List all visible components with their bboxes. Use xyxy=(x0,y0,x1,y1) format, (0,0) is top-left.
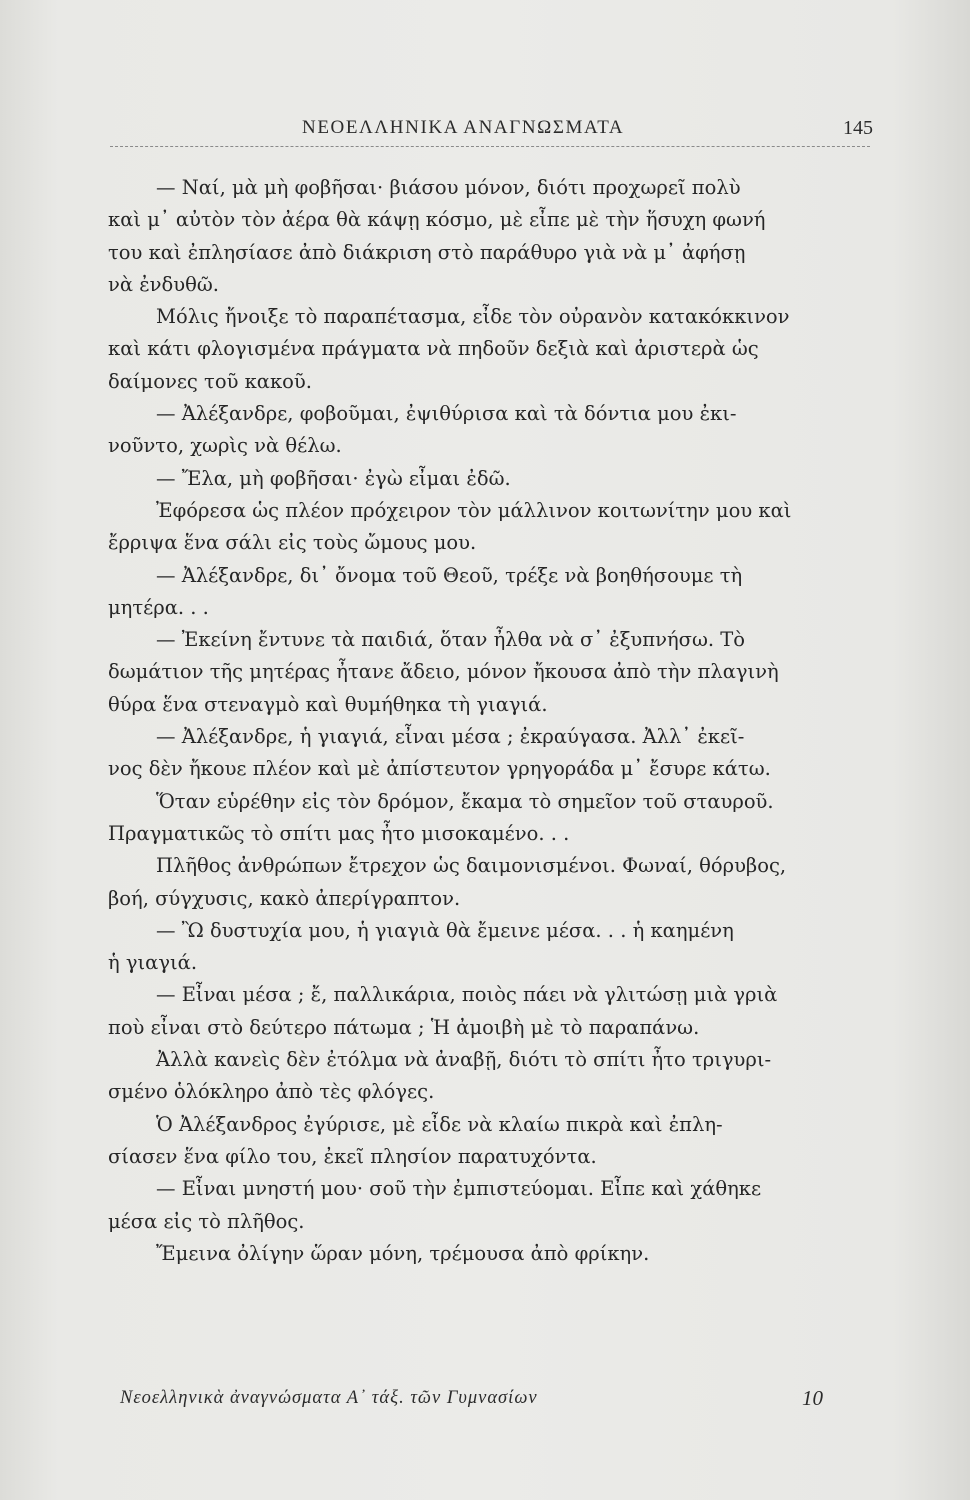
text-line: ἡ γιαγιά. xyxy=(108,951,198,975)
body-text xyxy=(108,172,878,1270)
text-line: νος δὲν ἤκουε πλέον καὶ μὲ ἀπίστευτον γρηγοράδα μ᾽ ἔσυρε κάτω. xyxy=(108,757,771,781)
text-line: καὶ κάτι φλογισμένα πράγματα νὰ πηδοῦν δεξιὰ καὶ ἀριστερὰ ὡς xyxy=(108,337,759,361)
signature-mark: 10 xyxy=(802,1386,823,1410)
text-line: — Ἀλέξανδρε, δι᾽ ὄνομα τοῦ Θεοῦ, τρέξε νὰ βοηθήσουμε τὴ xyxy=(156,563,743,587)
text-line: ἔρριψα ἕνα σάλι εἰς τοὺς ὤμους μου. xyxy=(108,531,477,555)
text-line: βοή, σύγχυσις, κακὸ ἀπερίγραπτον. xyxy=(108,886,461,910)
text-line: Μόλις ἤνοιξε τὸ παραπέτασμα, εἶδε τὸν οὐρανὸν κατακόκκινον xyxy=(156,305,790,329)
text-line: — Ἀλέξανδρε, ἡ γιαγιά, εἶναι μέσα ; ἐκραύγασα. Ἀλλ᾽ ἐκεῖ- xyxy=(156,725,745,749)
text-line: Ὁ Ἀλέξανδρος ἐγύρισε, μὲ εἶδε νὰ κλαίω πικρὰ καὶ ἐπλη- xyxy=(156,1112,723,1136)
text-line: νὰ ἐνδυθῶ. xyxy=(108,272,219,296)
text-line: Πραγματικῶς τὸ σπίτι μας ἦτο μισοκαμένο. . . xyxy=(108,821,570,845)
text-line: — Εἶναι μνηστή μου· σοῦ τὴν ἐμπιστεύομαι. Εἶπε καὶ χάθηκε xyxy=(156,1177,762,1201)
text-line: νοῦντο, χωρὶς νὰ θέλω. xyxy=(108,434,342,458)
text-line: θύρα ἕνα στεναγμὸ καὶ θυμήθηκα τὴ γιαγιά. xyxy=(108,692,548,716)
header-rule xyxy=(110,146,870,147)
text-line: μητέρα. . . xyxy=(108,595,209,619)
text-line: — Εἶναι μέσα ; ἔ, παλλικάρια, ποιὸς πάει νὰ γλιτώσῃ μιὰ γριὰ xyxy=(156,983,778,1007)
text-line: Ἐφόρεσα ὡς πλέον πρόχειρον τὸν μάλλινον κοιτωνίτην μου καὶ xyxy=(156,498,792,522)
text-line: του καὶ ἐπλησίασε ἀπὸ διάκριση στὸ παράθυρο γιὰ νὰ μ᾽ ἀφήσῃ xyxy=(108,240,746,264)
text-line: — Ἔλα, μὴ φοβῆσαι· ἐγὼ εἶμαι ἐδῶ. xyxy=(156,466,511,490)
text-line: δωμάτιον τῆς μητέρας ἦτανε ἄδειο, μόνον ἤκουσα ἀπὸ τὴν πλαγινὴ xyxy=(108,660,779,684)
page-footer xyxy=(0,1388,970,1418)
text-line: καὶ μ᾽ αὐτὸν τὸν ἀέρα θὰ κάψῃ κόσμο, μὲ εἶπε μὲ τὴν ἥσυχη φωνή xyxy=(108,208,766,232)
text-line: σίασεν ἕνα φίλο του, ἐκεῖ πλησίον παρατυχόντα. xyxy=(108,1144,597,1168)
footer-title: Νεοελληνικὰ ἀναγνώσματα Α᾽ τάξ. τῶν Γυμνασίων xyxy=(120,1388,538,1408)
text-line: — Ἐκείνη ἔντυνε τὰ παιδιά, ὅταν ἦλθα νὰ σ᾽ ἐξυπνήσω. Τὸ xyxy=(156,628,745,652)
page-header xyxy=(0,113,970,153)
text-line: σμένο ὁλόκληρο ἀπὸ τὲς φλόγες. xyxy=(108,1080,435,1104)
text-line: — Ἀλέξανδρε, φοβοῦμαι, ἐψιθύρισα καὶ τὰ δόντια μου ἐκι- xyxy=(156,402,737,426)
text-line: ποὺ εἶναι στὸ δεύτερο πάτωμα ; Ἡ ἀμοιβὴ μὲ τὸ παραπάνω. xyxy=(108,1015,700,1039)
text-line: Ἀλλὰ κανεὶς δὲν ἐτόλμα νὰ ἀναβῇ, διότι τὸ σπίτι ἦτο τριγυρι- xyxy=(156,1048,772,1072)
page-number: 145 xyxy=(843,117,873,139)
text-line: μέσα εἰς τὸ πλῆθος. xyxy=(108,1209,305,1233)
text-line: δαίμονες τοῦ κακοῦ. xyxy=(108,369,312,393)
text-line: Ἔμεινα ὀλίγην ὥραν μόνη, τρέμουσα ἀπὸ φρίκην. xyxy=(156,1241,650,1265)
text-line: — Ναί, μὰ μὴ φοβῆσαι· βιάσου μόνον, διότι προχωρεῖ πολὺ xyxy=(156,176,741,199)
text-line: Ὅταν εὑρέθην εἰς τὸν δρόμον, ἔκαμα τὸ σημεῖον τοῦ σταυροῦ. xyxy=(156,789,774,813)
text-line: — Ὢ δυστυχία μου, ἡ γιαγιὰ θὰ ἔμεινε μέσα. . . ἡ καημένη xyxy=(156,918,734,942)
text-line: Πλῆθος ἀνθρώπων ἔτρεχον ὡς δαιμονισμένοι. Φωναί, θόρυβος, xyxy=(156,854,787,878)
running-title: ΝΕΟΕΛΛΗΝΙΚΑ ΑΝΑΓΝΩΣΜΑΤΑ xyxy=(302,117,625,138)
